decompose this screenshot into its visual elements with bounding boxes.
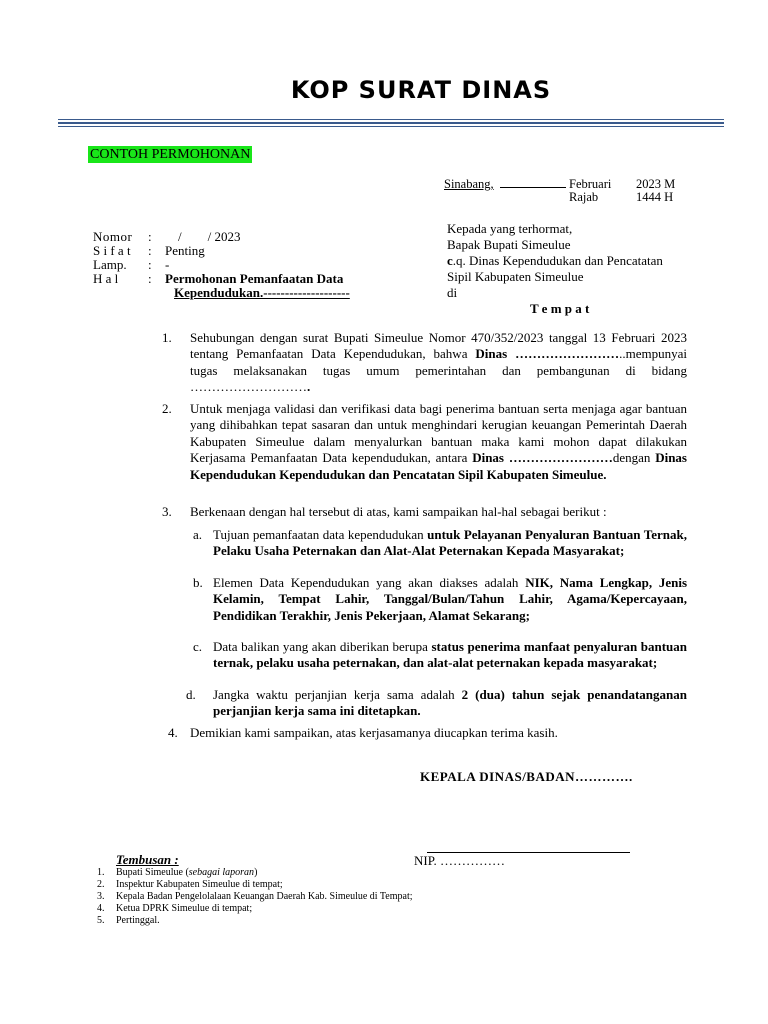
place: Sinabang, xyxy=(444,177,494,191)
nomor-value: / / 2023 xyxy=(178,229,241,244)
recipient-tempat: T e m p a t xyxy=(530,301,590,316)
colon: : xyxy=(148,257,152,272)
list-item-a: Tujuan pemanfaatan data kependudukan untuk Pelayanan Penyaluran Bantuan Ternak, Pelaku Usaha Peternakan dan Alat-Alat Peternakan Kepada Masyarakat; xyxy=(213,527,688,559)
recipient-office: Sipil Kabupaten Simeulue xyxy=(447,269,584,284)
recipient-name: Bapak Bupati Simeulue xyxy=(447,237,571,252)
colon: : xyxy=(148,271,152,286)
tembusan-item: Inspektur Kabupaten Simeulue di tempat; xyxy=(116,879,283,890)
nomor-label: Nomor xyxy=(93,229,133,244)
paragraph-4: Demikian kami sampaikan, atas kerjasamanya diucapkan terima kasih. xyxy=(190,725,558,740)
letterhead-title: KOP SURAT DINAS xyxy=(290,76,552,104)
list-item-d: Jangka waktu perjanjian kerja sama adalah 2 (dua) tahun sejak penandatanganan perjanjian kerja sama ini ditetapkan. xyxy=(213,687,687,719)
tembusan-item: Pertinggal. xyxy=(116,915,160,926)
hal-label: H a l xyxy=(93,271,119,286)
tembusan-item: Kepala Badan Pengelolalaan Keuangan Daerah Kab. Simeulue di Tempat; xyxy=(116,891,413,902)
sifat-value: Penting xyxy=(165,243,205,258)
year-hijri: 1444 H xyxy=(636,190,674,204)
month-masehi: Februari xyxy=(569,177,612,191)
month-hijri: Rajab xyxy=(569,190,599,204)
paragraph-3: Berkenaan dengan hal tersebut di atas, kami sampaikan hal-hal sebagai berikut : xyxy=(190,504,607,519)
tembusan-number: 5. xyxy=(97,915,105,926)
lamp-label: Lamp. xyxy=(93,257,127,272)
tembusan-title: Tembusan : xyxy=(116,852,179,867)
paragraph-2: Untuk menjaga validasi dan verifikasi data bagi penerima bantuan serta menjaga agar bantuan yang dihibahkan tepat sasaran dan untuk menghindari kerugian keuangan Pemerintah Daerah Kabupaten Simeulue dalam menyalurkan bantuan maka kami mohon dapat dilakukan Kerjasama Pemanfaatan Data kependudukan, antara Dinas ……………………dengan Dinas Kependudukan Kependudukan dan Pencatatan Sipil Kabupaten Simeulue. xyxy=(190,401,687,482)
tembusan-number: 2. xyxy=(97,879,105,890)
example-label: CONTOH PERMOHONAN xyxy=(90,147,251,162)
tembusan-number: 3. xyxy=(97,891,105,902)
signatory-title: KEPALA DINAS/BADAN…………. xyxy=(420,769,633,784)
header-rule xyxy=(58,119,724,120)
list-letter: c. xyxy=(193,639,203,654)
hal-value: Permohonan Pemanfaatan Data xyxy=(165,271,344,286)
date-underline xyxy=(500,187,566,188)
list-letter: a. xyxy=(193,527,203,542)
paragraph-number: 1. xyxy=(162,330,172,345)
paragraph-1: Sehubungan dengan surat Bupati Simeulue Nomor 470/352/2023 tanggal 13 Februari 2023 tentang Pemanfaatan Data Kependudukan, bahwa Dinas ……………………..mempunyai tugas melaksanakan tugas umum pemerintahan dan pembangunan di bidang ………………………. xyxy=(190,330,687,395)
nip: NIP. …………… xyxy=(414,853,506,868)
paragraph-number: 2. xyxy=(162,401,172,416)
colon: : xyxy=(148,229,152,244)
list-item-c: Data balikan yang akan diberikan berupa status penerima manfaat penyaluran bantuan ternak, pelaku usaha peternakan, dan alat-alat peternakan kepada masyarakat; xyxy=(213,639,688,671)
paragraph-number: 3. xyxy=(162,504,172,519)
tembusan-number: 4. xyxy=(97,903,105,914)
paragraph-number: 4. xyxy=(168,725,178,740)
list-item-b: Elemen Data Kependudukan yang akan diakses adalah NIK, Nama Lengkap, Jenis Kelamin, Tempat Lahir, Tanggal/Bulan/Tahun Lahir, Agama/Kepercayaan, Pendidikan Terakhir, Jenis Pekerjaan, Alamat Sekarang; xyxy=(213,575,688,623)
header-rule xyxy=(58,122,724,124)
year-masehi: 2023 M xyxy=(636,177,676,191)
tembusan-item: Bupati Simeulue (sebagai laporan) xyxy=(116,867,258,878)
hal-value-cont: Kependudukan.-------------------- xyxy=(174,285,350,300)
sifat-label: S i f a t xyxy=(93,243,131,258)
recipient-greeting: Kepada yang terhormat, xyxy=(447,221,573,236)
tembusan-item: Ketua DPRK Simeulue di tempat; xyxy=(116,903,253,914)
list-letter: b. xyxy=(193,575,203,590)
header-rule xyxy=(58,126,724,127)
recipient-cq: c.q. Dinas Kependudukan dan Pencatatan xyxy=(447,253,663,268)
lamp-value: - xyxy=(165,257,170,272)
recipient-di: di xyxy=(447,285,458,300)
list-letter: d. xyxy=(186,687,196,702)
colon: : xyxy=(148,243,152,258)
tembusan-number: 1. xyxy=(97,867,105,878)
